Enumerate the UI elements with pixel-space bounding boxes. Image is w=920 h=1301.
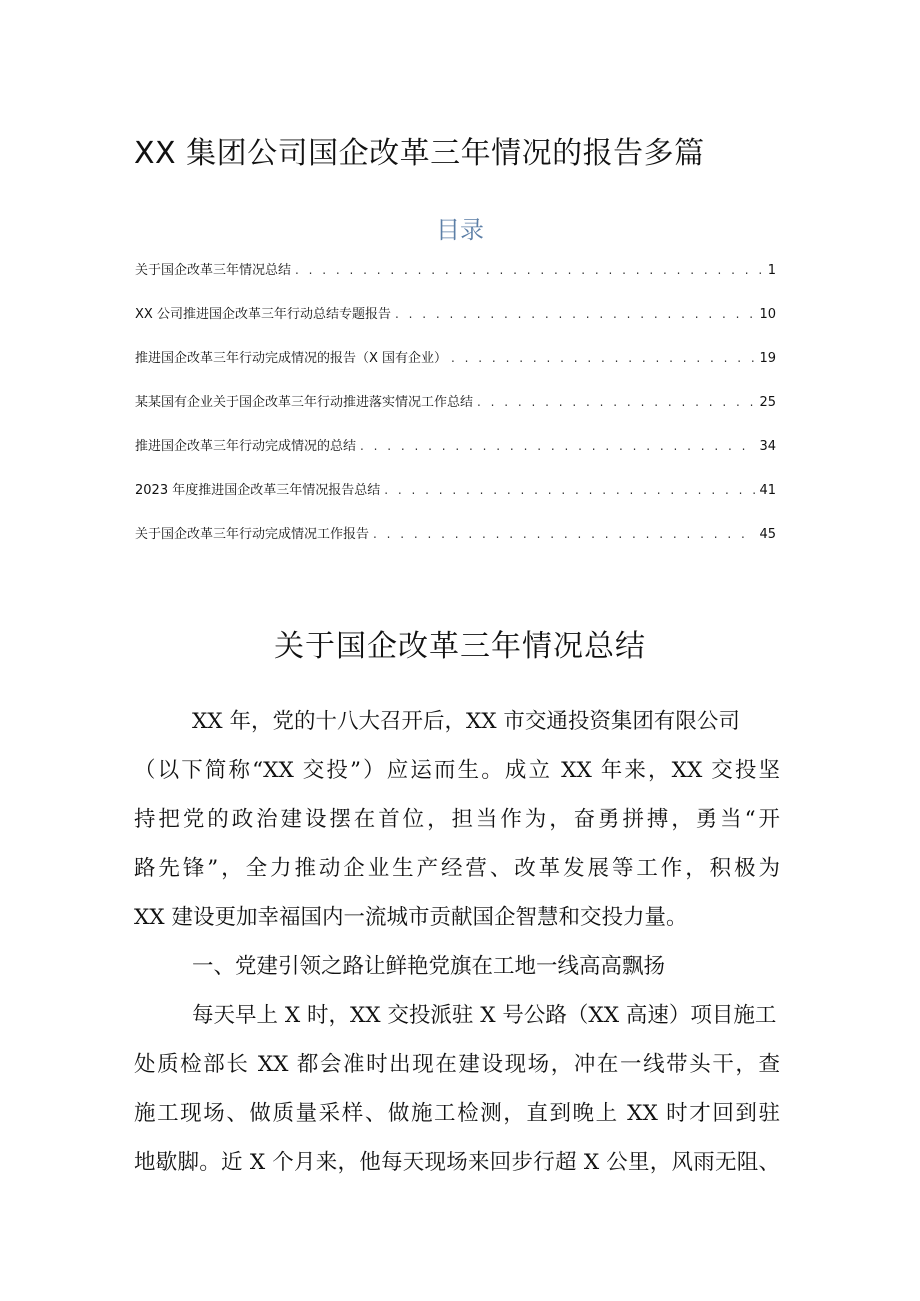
paragraph-line: 持把党的政治建设摆在首位，担当作为，奋勇拼搏，勇当“开 (134, 807, 780, 832)
paragraph-line: 处质检部长 XX 都会准时出现在建设现场，冲在一线带头干，查 (134, 1052, 780, 1077)
paragraph-line: 地歇脚。近 X 个月来，他每天现场来回步行超 X 公里，风雨无阻、 (134, 1150, 780, 1175)
toc-entry-title: XX 公司推进国企改革三年行动总结专题报告 (135, 307, 391, 322)
table-of-contents (135, 255, 776, 563)
toc-entry[interactable] (135, 255, 776, 299)
toc-entry[interactable] (135, 519, 776, 563)
toc-page-number: 45 (759, 527, 776, 542)
toc-entry[interactable] (135, 431, 776, 475)
toc-dot-leader (373, 519, 755, 549)
toc-entry[interactable] (135, 387, 776, 431)
toc-entry-title: 关于国企改革三年行动完成情况工作报告 (135, 527, 370, 542)
toc-page-number: 10 (759, 307, 776, 322)
toc-heading: 目录 (436, 216, 484, 244)
paragraph-line: 路先锋”，全力推动企业生产经营、改革发展等工作，积极为 (134, 856, 780, 881)
toc-entry-title: 某某国有企业关于国企改革三年行动推进落实情况工作总结 (135, 395, 474, 410)
paragraph-line: （以下简称“XX 交投”）应运而生。成立 XX 年来，XX 交投坚 (134, 758, 780, 783)
subheading-line: 一、党建引领之路让鲜艳党旗在工地一线高高飘扬 (192, 954, 666, 979)
toc-entry-title: 推进国企改革三年行动完成情况的总结 (135, 439, 357, 454)
toc-page-number: 41 (759, 483, 776, 498)
toc-dot-leader (295, 255, 764, 285)
body-text (134, 700, 780, 1190)
toc-dot-leader (477, 387, 755, 417)
paragraph-line: 施工现场、做质量采样、做施工检测，直到晚上 XX 时才回到驻 (134, 1101, 780, 1126)
paragraph-line: XX 建设更加幸福国内一流城市贡献国企智慧和交投力量。 (134, 905, 688, 930)
toc-entry-title: 推进国企改革三年行动完成情况的报告（X 国有企业） (135, 351, 448, 366)
toc-entry-title: 关于国企改革三年情况总结 (135, 263, 292, 278)
document-title: XX 集团公司国企改革三年情况的报告多篇 (134, 136, 705, 171)
toc-dot-leader (451, 343, 755, 373)
toc-page-number: 25 (759, 395, 776, 410)
paragraph-line: 每天早上 X 时，XX 交投派驻 X 号公路（XX 高速）项目施工 (192, 1003, 777, 1028)
toc-page-number: 19 (759, 351, 776, 366)
section-title: 关于国企改革三年情况总结 (274, 629, 646, 664)
paragraph-line: XX 年，党的十八大召开后，XX 市交通投资集团有限公司 (192, 709, 740, 734)
toc-entry[interactable] (135, 343, 776, 387)
toc-dot-leader (384, 475, 755, 505)
toc-page-number: 1 (767, 263, 776, 278)
toc-dot-leader (395, 299, 756, 329)
toc-entry[interactable] (135, 299, 776, 343)
toc-dot-leader (360, 431, 755, 461)
toc-entry[interactable] (135, 475, 776, 519)
toc-entry-title: 2023 年度推进国企改革三年情况报告总结 (135, 483, 381, 498)
toc-page-number: 34 (759, 439, 776, 454)
